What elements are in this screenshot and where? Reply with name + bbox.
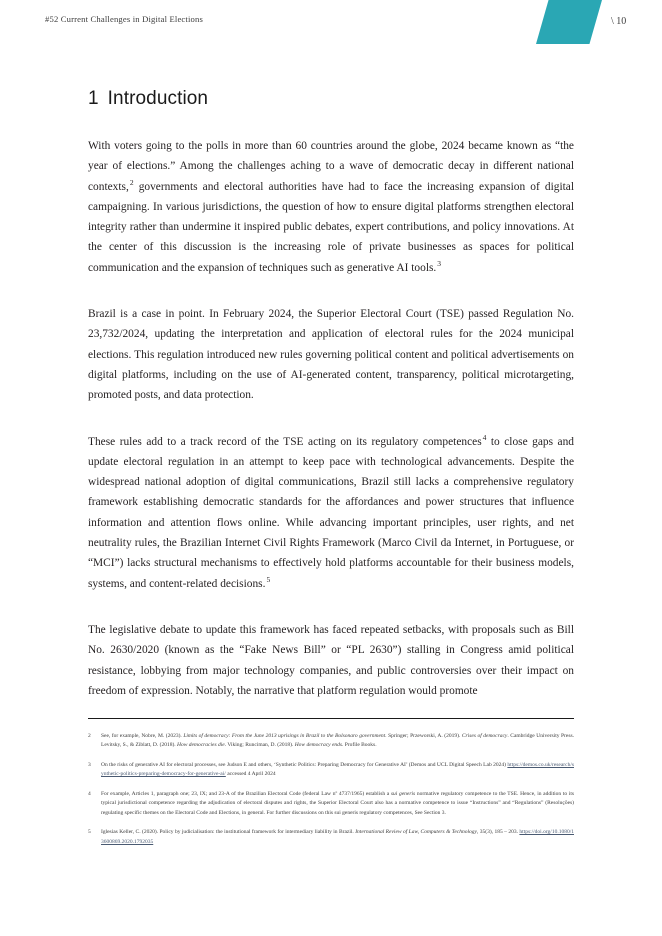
footnote-plain-text: See, for example, Nobre, M. (2023). (101, 733, 184, 739)
page-header (0, 0, 662, 56)
article-body (88, 88, 574, 701)
footnote-item (88, 790, 574, 818)
footnote-item (88, 828, 574, 847)
paragraph-list (88, 136, 574, 701)
footnote-plain-text: Iglesias Keller, C. (2020). Policy by judicialisation: the institutional framework for intermediary liability in Brazil. (101, 829, 356, 836)
footnote-link[interactable]: https://doi.org/10.1080/13600869.2020.1792035 (101, 829, 574, 845)
footnote-plain-text: . Cambridge University Press. Levitsky, S., & Ziblatt, D. (2018). (101, 733, 574, 749)
paragraph-text: to close gaps and update electoral regulation in an attempt to keep pace with technological advancements. Despite the widespread national adoption of digital communications, Brazil still lacks a comprehensive regulatory framework establishing democratic standards for the affordances and power structures that influence information and attention flows online. While advancing important principles, user rights, and net neutrality rules, the Brazilian Internet Civil Rights Framework (Marco Civil da Internet, in Portuguese, or “MCI”) lacks structural mechanisms to effectively hold platforms accountable for their business models, systems, and content-related decisions. (88, 435, 574, 590)
footnote-plain-text: On the risks of generative AI for electoral processes, see Judson E and others, ‘Synthetic Politics: Preparing Democracy for Generative AI’ (Demos and UCL Digital Speech Lab 2024) (101, 761, 508, 768)
section-number: 1 (88, 88, 99, 109)
footnote-italic-text: How democracy ends (294, 742, 343, 749)
footnote-plain-text: . Springer; Przeworski, A. (2019). (385, 733, 462, 739)
footnote-number: 4 (88, 790, 91, 797)
footnote-italic-text: How democracies die (177, 742, 225, 749)
body-paragraph (88, 620, 574, 701)
footnote-number: 2 (88, 733, 91, 739)
footnote-text (101, 790, 574, 818)
footnote-reference[interactable]: 5 (266, 574, 271, 584)
footnote-number: 3 (88, 761, 91, 768)
body-paragraph (88, 432, 574, 594)
footnote-link[interactable]: https://demos.co.uk/research/synthetic-politics-preparing-democracy-for-generative-ai/ (101, 761, 574, 778)
running-title: #52 Current Challenges in Digital Elections (45, 14, 203, 24)
footnote-plain-text: For example, Articles 1, paragraph one; 23, IX; and 23-A of the Brazilian Electoral Code (federal Law nº 4737/1965) establish a (101, 790, 391, 797)
footnote-plain-text: normative regulatory competence to the TSE. Hence, in addition to its typical jurisdictional competence regarding the adjudication of electoral disputes and rights, the Superior Electoral Court also has a normative competence to issue “Instructions” and “Regulations” (Resoluções) regulating specific themes on the Electoral Code and Elections, in general. For further discussions on this sui generis regulatory competences, See Section 3. (101, 790, 574, 816)
paragraph-text: Brazil is a case in point. In February 2024, the Superior Electoral Court (TSE) passed Regulation No. 23,732/2024, updating the interpretation and application of electoral rules for the 2024 municipal elections. This regulation introduced new rules governing political content and political advertisements on digital platforms, including on the use of AI-generated content, transparency, political microtargeting, promoted posts, and data protection. (88, 308, 574, 402)
footnote-reference[interactable]: 2 (129, 177, 134, 187)
footnote-separator (88, 718, 574, 719)
footnote-text (101, 761, 574, 780)
accent-tab-shape (536, 0, 602, 44)
page-number: \ 10 (611, 16, 627, 27)
footnote-plain-text: . Viking; Runciman, D. (2018). (224, 742, 295, 749)
section-title: Introduction (107, 88, 209, 109)
footnote-italic-text: Crises of democracy (461, 733, 508, 739)
footnote-list (88, 732, 574, 847)
paragraph-text: With voters going to the polls in more than 60 countries around the globe, 2024 became known as “the year of elections.” Among the challenges aching to a wave of democratic decay in different national contexts, (88, 140, 574, 193)
footnote-reference[interactable]: 3 (437, 258, 442, 268)
footnote-italic-text: sui generis (390, 790, 416, 797)
footnote-italic-text: International Review of Law, Computers & Technology (355, 829, 477, 836)
page-title (88, 88, 574, 110)
footnote-reference[interactable]: 4 (482, 432, 487, 442)
paragraph-text: These rules add to a track record of the TSE acting on its regulatory competences (88, 435, 482, 448)
footnote-text (101, 828, 574, 847)
paragraph-text: The legislative debate to update this framework has faced repeated setbacks, with proposals such as Bill No. 2630/2020 (known as the “Fake News Bill” or “PL 2630”) stalling in Congress amid political resistance, lobbying from major technology companies, and public controversies over their impact on freedom of expression. Notably, the narrative that platform regulation would promote (88, 623, 574, 697)
footnote-text (101, 732, 574, 751)
body-paragraph (88, 304, 574, 405)
footnote-number: 5 (88, 829, 91, 836)
footnote-italic-text: Limits of democracy: From the June 2013 uprisings in Brazil to the Bolsonaro government (183, 733, 386, 739)
footnote-item (88, 732, 574, 751)
body-paragraph (88, 136, 574, 278)
paragraph-text: governments and electoral authorities have had to face the increasing expansion of digital campaigning. In various jurisdictions, the question of how to ensure digital platforms strengthen electoral integrity rather than undermine it inspired public debates, expert contributions, and policy innovations. At the center of this discussion is the increasing role of private businesses as spaces for political communication and the expansion of techniques such as generative AI tools. (88, 180, 574, 274)
footnote-item (88, 761, 574, 780)
footnote-plain-text: , 35(3), 185 – 203. (476, 829, 520, 836)
footnote-plain-text: . Profile Books. (342, 742, 377, 749)
footnote-plain-text: accessed 4 April 2024 (225, 771, 276, 778)
footnote-section (88, 718, 574, 847)
